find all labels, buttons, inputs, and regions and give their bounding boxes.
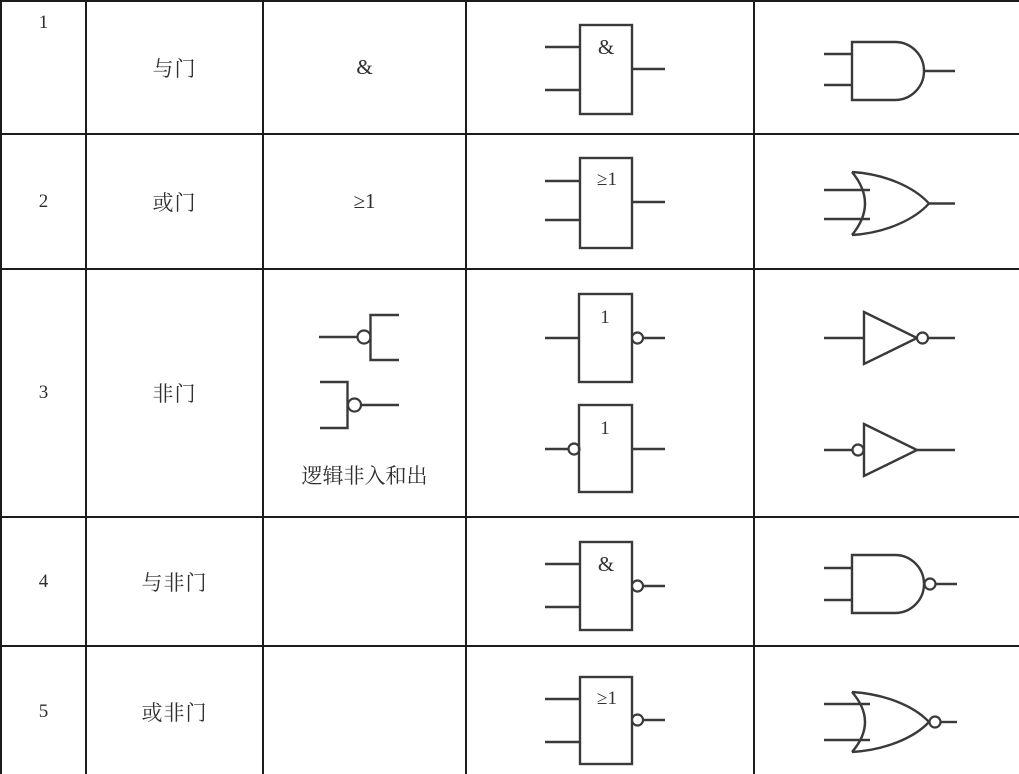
iec-and-gate-icon [467, 2, 755, 135]
iec-nor-gate-icon [467, 647, 755, 774]
iec-gate-label: 1 [600, 418, 610, 439]
and-gate-shape-icon [755, 2, 1019, 135]
iec-gate-label: ≥1 [597, 688, 617, 709]
row3-notation-cell [264, 270, 467, 518]
inverter-input-bubble-icon [824, 424, 955, 476]
inverter-shapes-icon [755, 270, 1019, 518]
row1-shape-cell [755, 2, 1019, 135]
row3-number-cell [2, 270, 87, 518]
iec-gate-label: & [597, 552, 615, 576]
gate-name: 与非门 [141, 570, 208, 595]
row5-shape-cell [755, 647, 1019, 774]
row5-notation-cell [264, 647, 467, 774]
row3-name-cell [87, 270, 264, 518]
row2-iec-cell [467, 135, 755, 270]
iec-not-gate-input-bubble-icon [545, 405, 665, 492]
row-number: 3 [38, 382, 49, 403]
gate-name: 非门 [152, 382, 197, 406]
row2-number-cell [2, 135, 87, 270]
iec-or-gate-icon [467, 135, 755, 270]
row2-notation-cell [264, 135, 467, 270]
row1-notation-cell [264, 2, 467, 135]
inverter-output-bubble-icon [824, 312, 955, 364]
row5-number-cell [2, 647, 87, 774]
row4-iec-cell [467, 518, 755, 647]
nor-gate-shape-icon [755, 647, 1019, 774]
gate-notation: & [356, 55, 373, 79]
row1-number-cell [2, 2, 87, 135]
row5-name-cell [87, 647, 264, 774]
row4-number-cell [2, 518, 87, 647]
negated-output-bracket-icon [320, 382, 399, 428]
gate-name: 与门 [152, 56, 197, 81]
iec-gate-label: ≥1 [597, 169, 617, 190]
iec-gate-label: 1 [600, 307, 610, 328]
negated-input-bracket-icon [319, 315, 399, 360]
row2-name-cell [87, 135, 264, 270]
row-number: 2 [38, 190, 49, 212]
or-gate-shape-icon [755, 135, 1019, 270]
notation-caption: 逻辑非入和出 [301, 464, 428, 488]
gate-notation: ≥1 [353, 189, 376, 213]
row4-name-cell [87, 518, 264, 647]
row4-shape-cell [755, 518, 1019, 647]
row-number: 1 [38, 12, 49, 33]
gate-name: 或门 [152, 190, 197, 215]
iec-not-gates-icon [467, 270, 755, 518]
nand-gate-shape-icon [755, 518, 1019, 647]
row3-iec-cell [467, 270, 755, 518]
row1-iec-cell [467, 2, 755, 135]
iec-not-gate-output-bubble-icon [545, 294, 665, 382]
row5-iec-cell [467, 647, 755, 774]
gate-name: 或非门 [141, 700, 208, 725]
row3-shape-cell [755, 270, 1019, 518]
row-number: 5 [38, 700, 49, 722]
row4-notation-cell [264, 518, 467, 647]
row-number: 4 [38, 570, 49, 592]
iec-nand-gate-icon [467, 518, 755, 647]
iec-gate-label: & [597, 35, 615, 59]
row2-shape-cell [755, 135, 1019, 270]
row1-name-cell [87, 2, 264, 135]
